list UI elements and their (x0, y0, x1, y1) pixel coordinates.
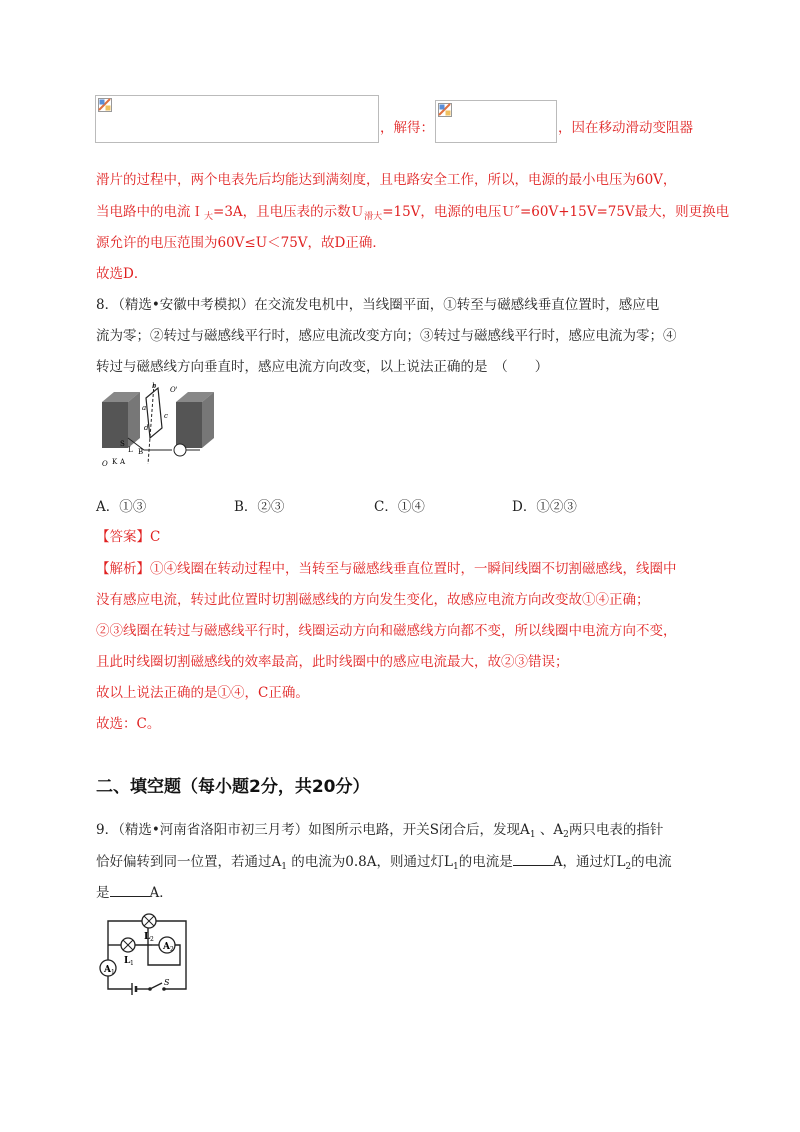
fig-label: A (104, 965, 111, 975)
fig-label: A (120, 458, 126, 466)
formula-row-suffix: ，因在移动滑动变阻器 (558, 120, 693, 136)
formula-row-jiede: ，解得： (380, 120, 434, 136)
analysis-line-4: 且此时线圈切割磁感线的效率最高，此时线圈中的感应电流最大，故②③错误； (96, 654, 569, 670)
text: A． (149, 885, 173, 901)
fig-label: L (128, 446, 133, 454)
fig-label: b (152, 382, 157, 390)
text: 的电流是 (458, 854, 513, 870)
broken-image-icon (438, 103, 452, 117)
subscript: 2 (563, 830, 569, 840)
circuit-figure (96, 905, 196, 1000)
fig-label: B (138, 448, 144, 456)
q9-line-3 (96, 883, 173, 903)
generator-figure (96, 380, 226, 470)
text: 是 (96, 885, 110, 901)
answer-blank-1[interactable] (513, 852, 553, 866)
lamp-l1-icon (121, 938, 135, 952)
fig-label: 2 (170, 946, 174, 953)
subscript: 1 (452, 862, 459, 872)
text: 的电流 (631, 854, 672, 870)
fig-label: A (163, 942, 170, 952)
answer-line (96, 527, 160, 547)
text: 两只电表的指针 (568, 822, 664, 838)
solution-line-1: 滑片的过程中，两个电表先后均能达到满刻度，且电路安全工作，所以，电源的最小电压为60V， (96, 172, 677, 188)
text: 恰好偏转到同一位置，若通过A (96, 854, 282, 870)
meter-icon (174, 444, 186, 456)
fig-label: O' (170, 386, 178, 394)
q8-line-2: 流为零；②转过与磁感线平行时，感应电流改变方向；③转过与磁感线平行时，感应电流为零；④ (96, 328, 677, 344)
analysis-tag: 【解析】 (96, 561, 150, 577)
fig-label: K (112, 458, 118, 466)
solution-line-2 (96, 202, 729, 227)
subscript: 1 (281, 862, 287, 872)
text: 当电路中的电流Ｉ (96, 204, 204, 220)
analysis-line-3: ②③线圈在转过与磁感线平行时，线圈运动方向和磁感线方向都不变，所以线圈中电流方向不变， (96, 623, 677, 639)
fig-label: O (102, 460, 108, 468)
analysis-line-1 (96, 559, 677, 579)
fig-label: L (144, 932, 151, 942)
answer-blank-2[interactable] (110, 883, 150, 897)
wire (156, 921, 186, 989)
switch-contact (162, 987, 166, 991)
solution-line-4: 故选D． (96, 266, 148, 282)
analysis-line-6: 故选：C。 (96, 716, 161, 732)
text: =3A，且电压表的示数Ｕ (213, 204, 365, 220)
analysis-line-5: 故以上说法正确的是①④，C正确。 (96, 685, 309, 701)
fig-label: d (144, 424, 149, 432)
q9-line-1 (96, 820, 663, 845)
fig-label: a (142, 404, 147, 412)
wire (108, 975, 132, 989)
text: 9．（精选•河南省洛阳市初三月考）如图所示电路，开关S闭合后，发现A (96, 822, 530, 838)
text: 、A (535, 822, 564, 838)
formula-image-2 (435, 100, 557, 143)
subscript: 大 (204, 212, 214, 222)
option-d: D．①②③ (512, 499, 577, 515)
text: =15V，电源的电压Ｕ″=60V+15V=75V最大，则更换电 (382, 204, 730, 220)
option-a: A．①③ (96, 499, 147, 515)
q8-line-1: 8．（精选•安徽中考模拟）在交流发电机中，当线圈平面，①转至与磁感线垂直位置时，感应电 (96, 297, 660, 313)
fig-label: S (120, 440, 125, 448)
subscript: 滑大 (364, 212, 383, 222)
subscript: 1 (529, 830, 536, 840)
fig-label: L (124, 956, 131, 966)
fig-label: 1 (130, 960, 134, 967)
fig-label: c (164, 412, 168, 420)
fig-label: 1 (111, 969, 115, 976)
fig-label: S (164, 978, 170, 987)
option-b: B．②③ (234, 499, 285, 515)
option-c: C．①④ (374, 499, 425, 515)
formula-image-1 (95, 95, 379, 143)
q9-line-2 (96, 852, 672, 877)
section-heading: 二、填空题（每小题2分，共20分） (96, 777, 370, 797)
magnet-right (176, 402, 202, 448)
switch-blade (150, 983, 162, 989)
fig-label: 2 (150, 936, 154, 943)
text: 的电流为0.8A，则通过灯L (286, 854, 453, 870)
answer-value: C (150, 529, 161, 545)
q8-line-3: 转过与磁感线方向垂直时，感应电流方向改变，以上说法正确的是 （ ） (96, 359, 549, 375)
analysis-line-2: 没有感应电流，转过此位置时切割磁感线的方向发生变化，故感应电流方向改变故①④正确； (96, 592, 650, 608)
switch-contact (148, 987, 152, 991)
answer-tag: 【答案】 (96, 529, 150, 545)
lamp-l2-icon (142, 914, 156, 928)
text: ①④线圈在转动过程中，当转至与磁感线垂直位置时，一瞬间线圈不切割磁感线，线圈中 (150, 561, 677, 577)
text: A，通过灯L (552, 854, 626, 870)
solution-line-3: 源允许的电压范围为60V≤U＜75V，故D正确． (96, 235, 386, 251)
subscript: 2 (625, 862, 632, 872)
broken-image-icon (98, 98, 112, 112)
